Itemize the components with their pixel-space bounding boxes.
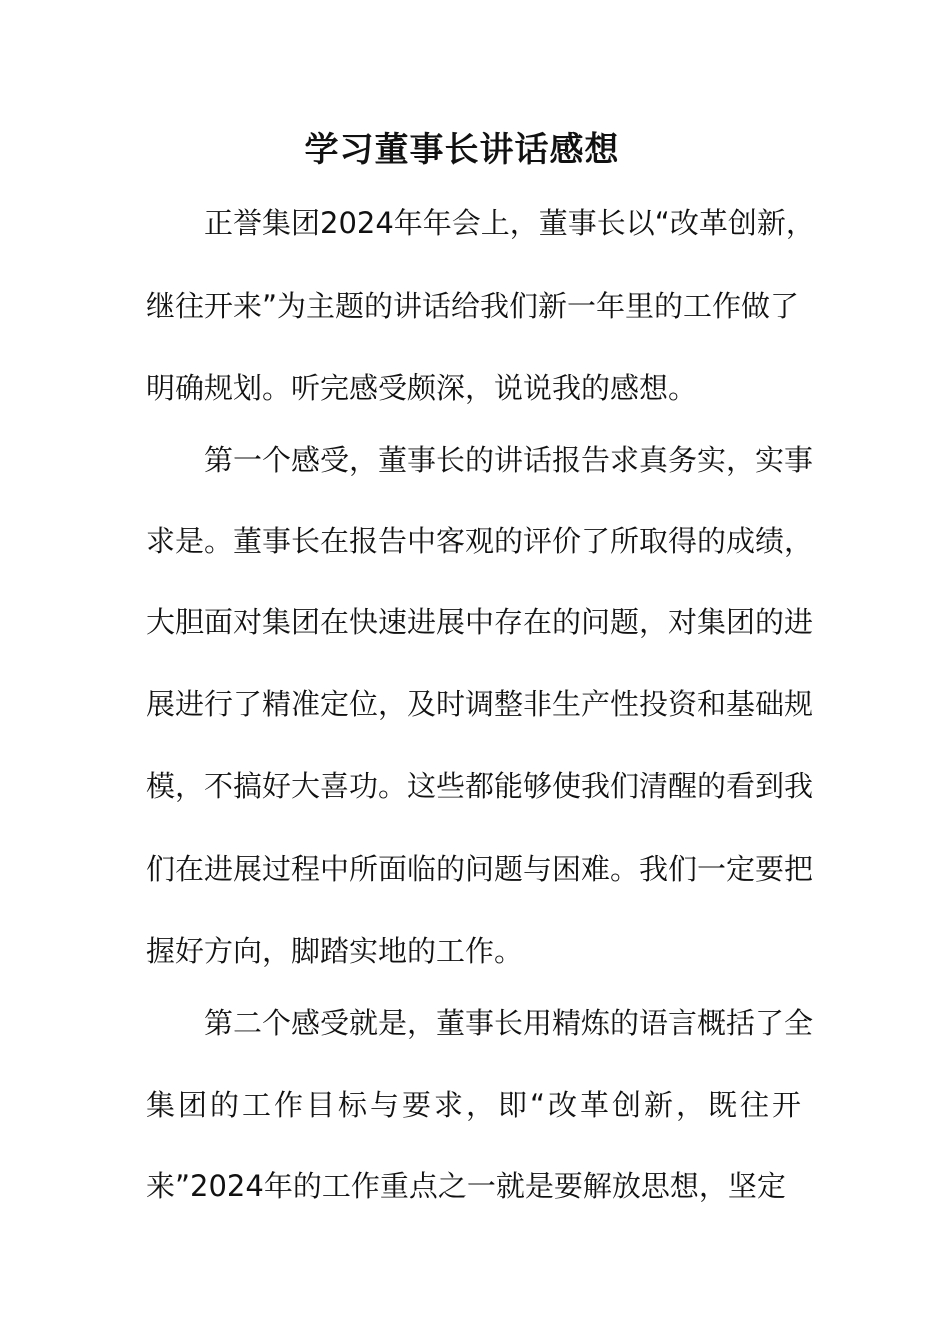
paragraph-1-line-1: 正誉集团2024年年会上，董事长以“改革创新， [204,206,815,240]
paragraph-2-line-5: 模，不搞好大喜功。这些都能够使我们清醒的看到我 [146,769,814,803]
paragraph-2-line-2: 求是。董事长在报告中客观的评价了所取得的成绩， [146,524,814,558]
paragraph-3-line-3: 来”2024年的工作重点之一就是要解放思想，坚定 [146,1169,786,1203]
paragraph-2-line-7: 握好方向，脚踏实地的工作。 [146,934,524,968]
paragraph-2-line-4: 展进行了精准定位，及时调整非生产性投资和基础规 [146,687,814,721]
paragraph-1-line-2: 继往开来”为主题的讲话给我们新一年里的工作做了 [146,289,800,323]
paragraph-3-line-1: 第二个感受就是，董事长用精炼的语言概括了全 [204,1006,814,1040]
paragraph-2-line-6: 们在进展过程中所面临的问题与困难。我们一定要把 [146,852,814,886]
paragraph-1-line-3: 明确规划。听完感受颇深，说说我的感想。 [146,371,698,405]
document-title: 学习董事长讲话感想 [304,130,620,170]
paragraph-2-line-3: 大胆面对集团在快速进展中存在的问题，对集团的进 [146,605,814,639]
paragraph-2-line-1: 第一个感受，董事长的讲话报告求真务实，实事 [204,443,814,477]
paragraph-3-line-2: 集团的工作目标与要求，即“改革创新，既往开 [146,1088,805,1122]
